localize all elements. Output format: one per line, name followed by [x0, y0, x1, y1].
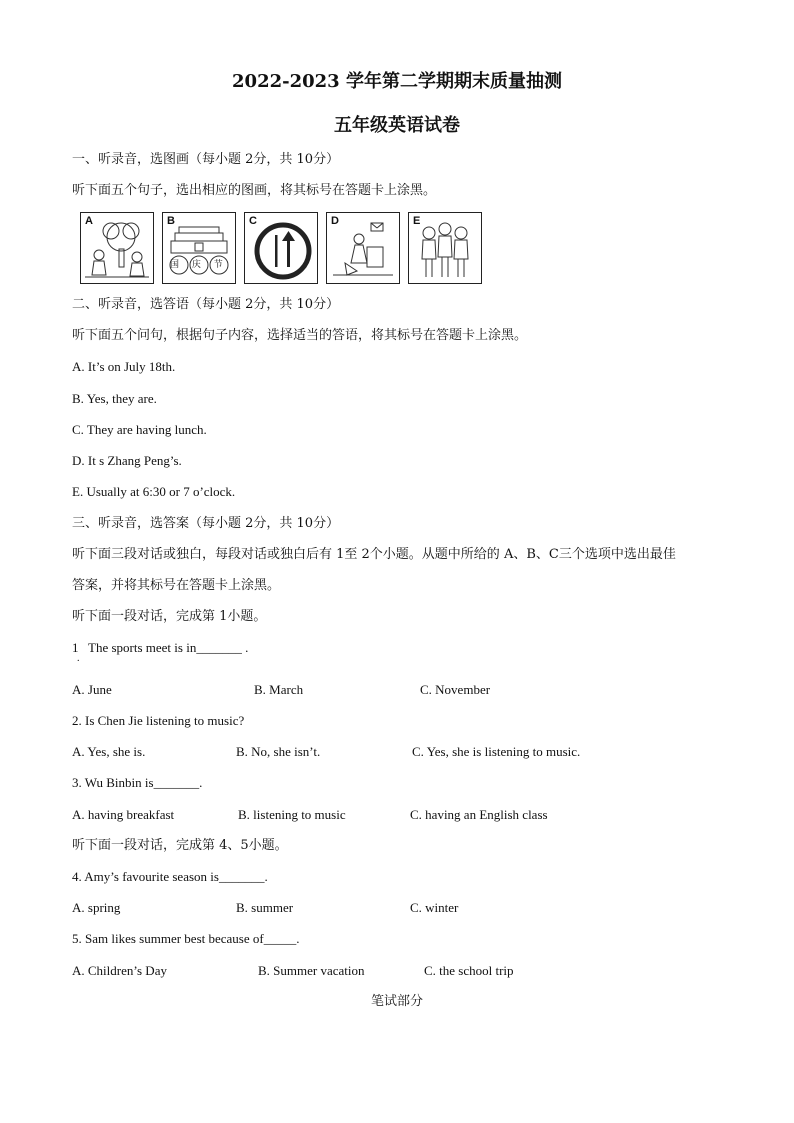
dialog1-intro: 听下面一段对话，完成第 1小题。 [72, 609, 267, 624]
picture-e [408, 212, 482, 284]
picture-b-letter: B [167, 215, 175, 227]
picture-c [244, 212, 318, 284]
section3-heading: 三、听录音，选答案（每小题 2分，共 10分） [72, 516, 340, 531]
question-5-option-b: B. Summer vacation [258, 963, 365, 978]
exam-subtitle: 五年级英语试卷 [334, 115, 460, 136]
answer-option-d: D. It s Zhang Peng’s. [72, 453, 182, 468]
picture-c-letter: C [249, 215, 257, 227]
question-5-option-a: A. Children’s Day [72, 963, 167, 978]
question-2-option-b: B. No, she isn’t. [236, 744, 321, 759]
answer-option-b: B. Yes, they are. [72, 391, 157, 406]
question-4-option-a: A. spring [72, 900, 121, 915]
one-way-sign-icon [245, 213, 317, 283]
kids-under-tree-icon [81, 213, 153, 283]
section3-instruction-line2: 答案，并将其标号在答题卡上涂黑。 [72, 578, 281, 593]
question-3-text: 3. Wu Binbin is_______. [72, 775, 203, 790]
question-4-text: 4. Amy’s favourite season is_______. [72, 869, 268, 884]
person-writing-letter-icon [327, 213, 399, 283]
section2-instruction: 听下面五个问句，根据句子内容，选择适当的答语，将其标号在答题卡上涂黑。 [72, 328, 528, 343]
picture-d-letter: D [331, 215, 339, 227]
question-2-option-a: A. Yes, she is. [72, 744, 146, 759]
section1-heading: 一、听录音，选图画（每小题 2分，共 10分） [72, 152, 340, 167]
question-5-text: 5. Sam likes summer best because of_____. [72, 931, 300, 946]
section3-instruction-line1: 听下面三段对话或独白，每段对话或独白后有 1至 2个小题。从题中所给的 A、B、C三个选项中选出最佳 [72, 547, 676, 562]
picture-b-caption: 国 庆 节 [170, 260, 228, 270]
answer-option-c: C. They are having lunch. [72, 422, 207, 437]
question-4-option-c: C. winter [410, 900, 459, 915]
question-4-option-b: B. summer [236, 900, 294, 915]
question-3-option-c: C. having an English class [410, 807, 548, 822]
dialog2-intro: 听下面一段对话，完成第 4、5小题。 [72, 838, 288, 853]
picture-e-letter: E [413, 215, 421, 227]
question-1-text: The sports meet is in_______ . [88, 640, 249, 655]
question-2-text: 2. Is Chen Jie listening to music? [72, 713, 245, 728]
picture-a [80, 212, 154, 284]
answer-option-a: A. It’s on July 18th. [72, 359, 176, 374]
section2-heading: 二、听录音，选答语（每小题 2分，共 10分） [72, 297, 340, 312]
answer-option-e: E. Usually at 6:30 or 7 o’clock. [72, 484, 236, 499]
question-1-option-c: C. November [420, 682, 491, 697]
section1-instruction: 听下面五个句子，选出相应的图画，将其标号在答题卡上涂黑。 [72, 183, 437, 198]
picture-b [162, 212, 236, 284]
question-2-option-c: C. Yes, she is listening to music. [412, 744, 581, 759]
question-1-number: 1 [72, 640, 79, 655]
exam-title: 2022-2023 学年第二学期期末质量抽测 [232, 71, 562, 92]
question-1-option-a: A. June [72, 682, 112, 697]
question-3-option-a: A. having breakfast [72, 807, 175, 822]
national-day-gate-icon [163, 213, 235, 283]
question-5-option-c: C. the school trip [424, 963, 514, 978]
written-part-heading: 笔试部分 [370, 994, 423, 1009]
picture-d [326, 212, 400, 284]
question-3-option-b: B. listening to music [238, 807, 346, 822]
question-1-dot: . [77, 653, 80, 664]
picture-a-letter: A [85, 215, 93, 227]
question-1-option-b: B. March [254, 682, 304, 697]
three-children-icon [409, 213, 481, 283]
